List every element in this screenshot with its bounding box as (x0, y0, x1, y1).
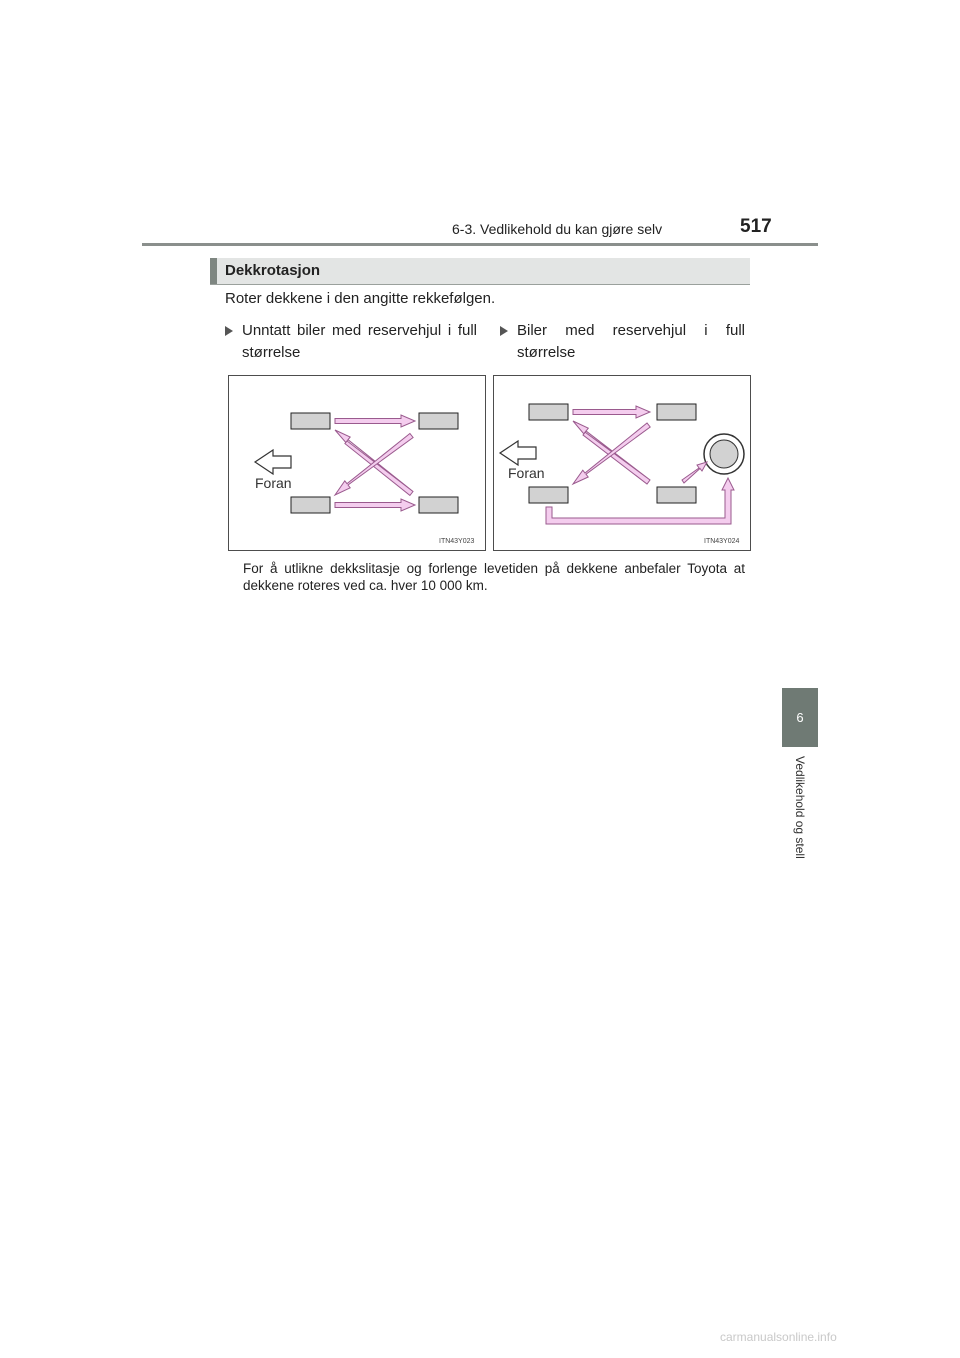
header-section-label: 6-3. Vedlikehold du kan gjøre selv (452, 221, 663, 237)
tire-front-left (529, 404, 568, 420)
bullet-text: Unntatt biler med reservehjul i full størrelse (242, 322, 477, 361)
rotation-diagram-5-tires-svg (494, 376, 750, 550)
maintenance-note: For å utlikne dekkslitasje og forlenge levetiden på dekkene anbefaler Toyota at dekkene roteres ved ca. hver 10 000 km. (243, 561, 745, 593)
section-heading-accent (210, 258, 217, 284)
header-rule (142, 243, 818, 246)
front-label: Foran (255, 475, 292, 491)
bullet-with-spare (500, 320, 745, 364)
front-direction-arrow-icon (255, 450, 291, 474)
front-label: Foran (508, 465, 545, 481)
figure-code: ITN43Y023 (439, 538, 475, 545)
chapter-tab: 6 (782, 688, 818, 747)
watermark: carmanualsonline.info (720, 1330, 837, 1344)
arrow-rear-right-to-spare (682, 462, 707, 483)
front-direction-arrow-icon (500, 441, 536, 465)
tire-front-right (529, 487, 568, 503)
arrow-top-left-to-right (573, 406, 650, 418)
tire-front-left (291, 413, 330, 429)
section-heading-bar (210, 258, 750, 285)
arrow-bottom-left-to-right (335, 499, 415, 511)
section-intro: Roter dekkene i den angitte rekkefølgen. (225, 290, 496, 307)
bullet-text: Biler med reservehjul i full størrelse (517, 322, 745, 361)
tire-rear-left (657, 404, 696, 420)
tire-rear-right (657, 487, 696, 503)
arrow-loop-front-right-to-spare (546, 478, 734, 524)
chapter-side-title (788, 756, 812, 884)
bullet-triangle-icon (500, 326, 508, 336)
section-title: Dekkrotasjon (225, 262, 321, 279)
bullet-triangle-icon (225, 326, 233, 336)
tire-front-right (291, 497, 330, 513)
spare-tire-icon (704, 434, 744, 474)
tire-rear-right (419, 497, 458, 513)
bullet-without-spare (225, 320, 477, 364)
page-number: 517 (740, 216, 772, 237)
arrow-top-left-to-right (335, 415, 415, 427)
rotation-diagram-4-tires-svg (229, 376, 485, 550)
rotation-diagram-4-tires (228, 375, 486, 551)
chapter-title: Vedlikehold og stell (793, 756, 807, 859)
tire-rear-left (419, 413, 458, 429)
rotation-diagram-5-tires (493, 375, 751, 551)
figure-code: ITN43Y024 (704, 538, 740, 545)
